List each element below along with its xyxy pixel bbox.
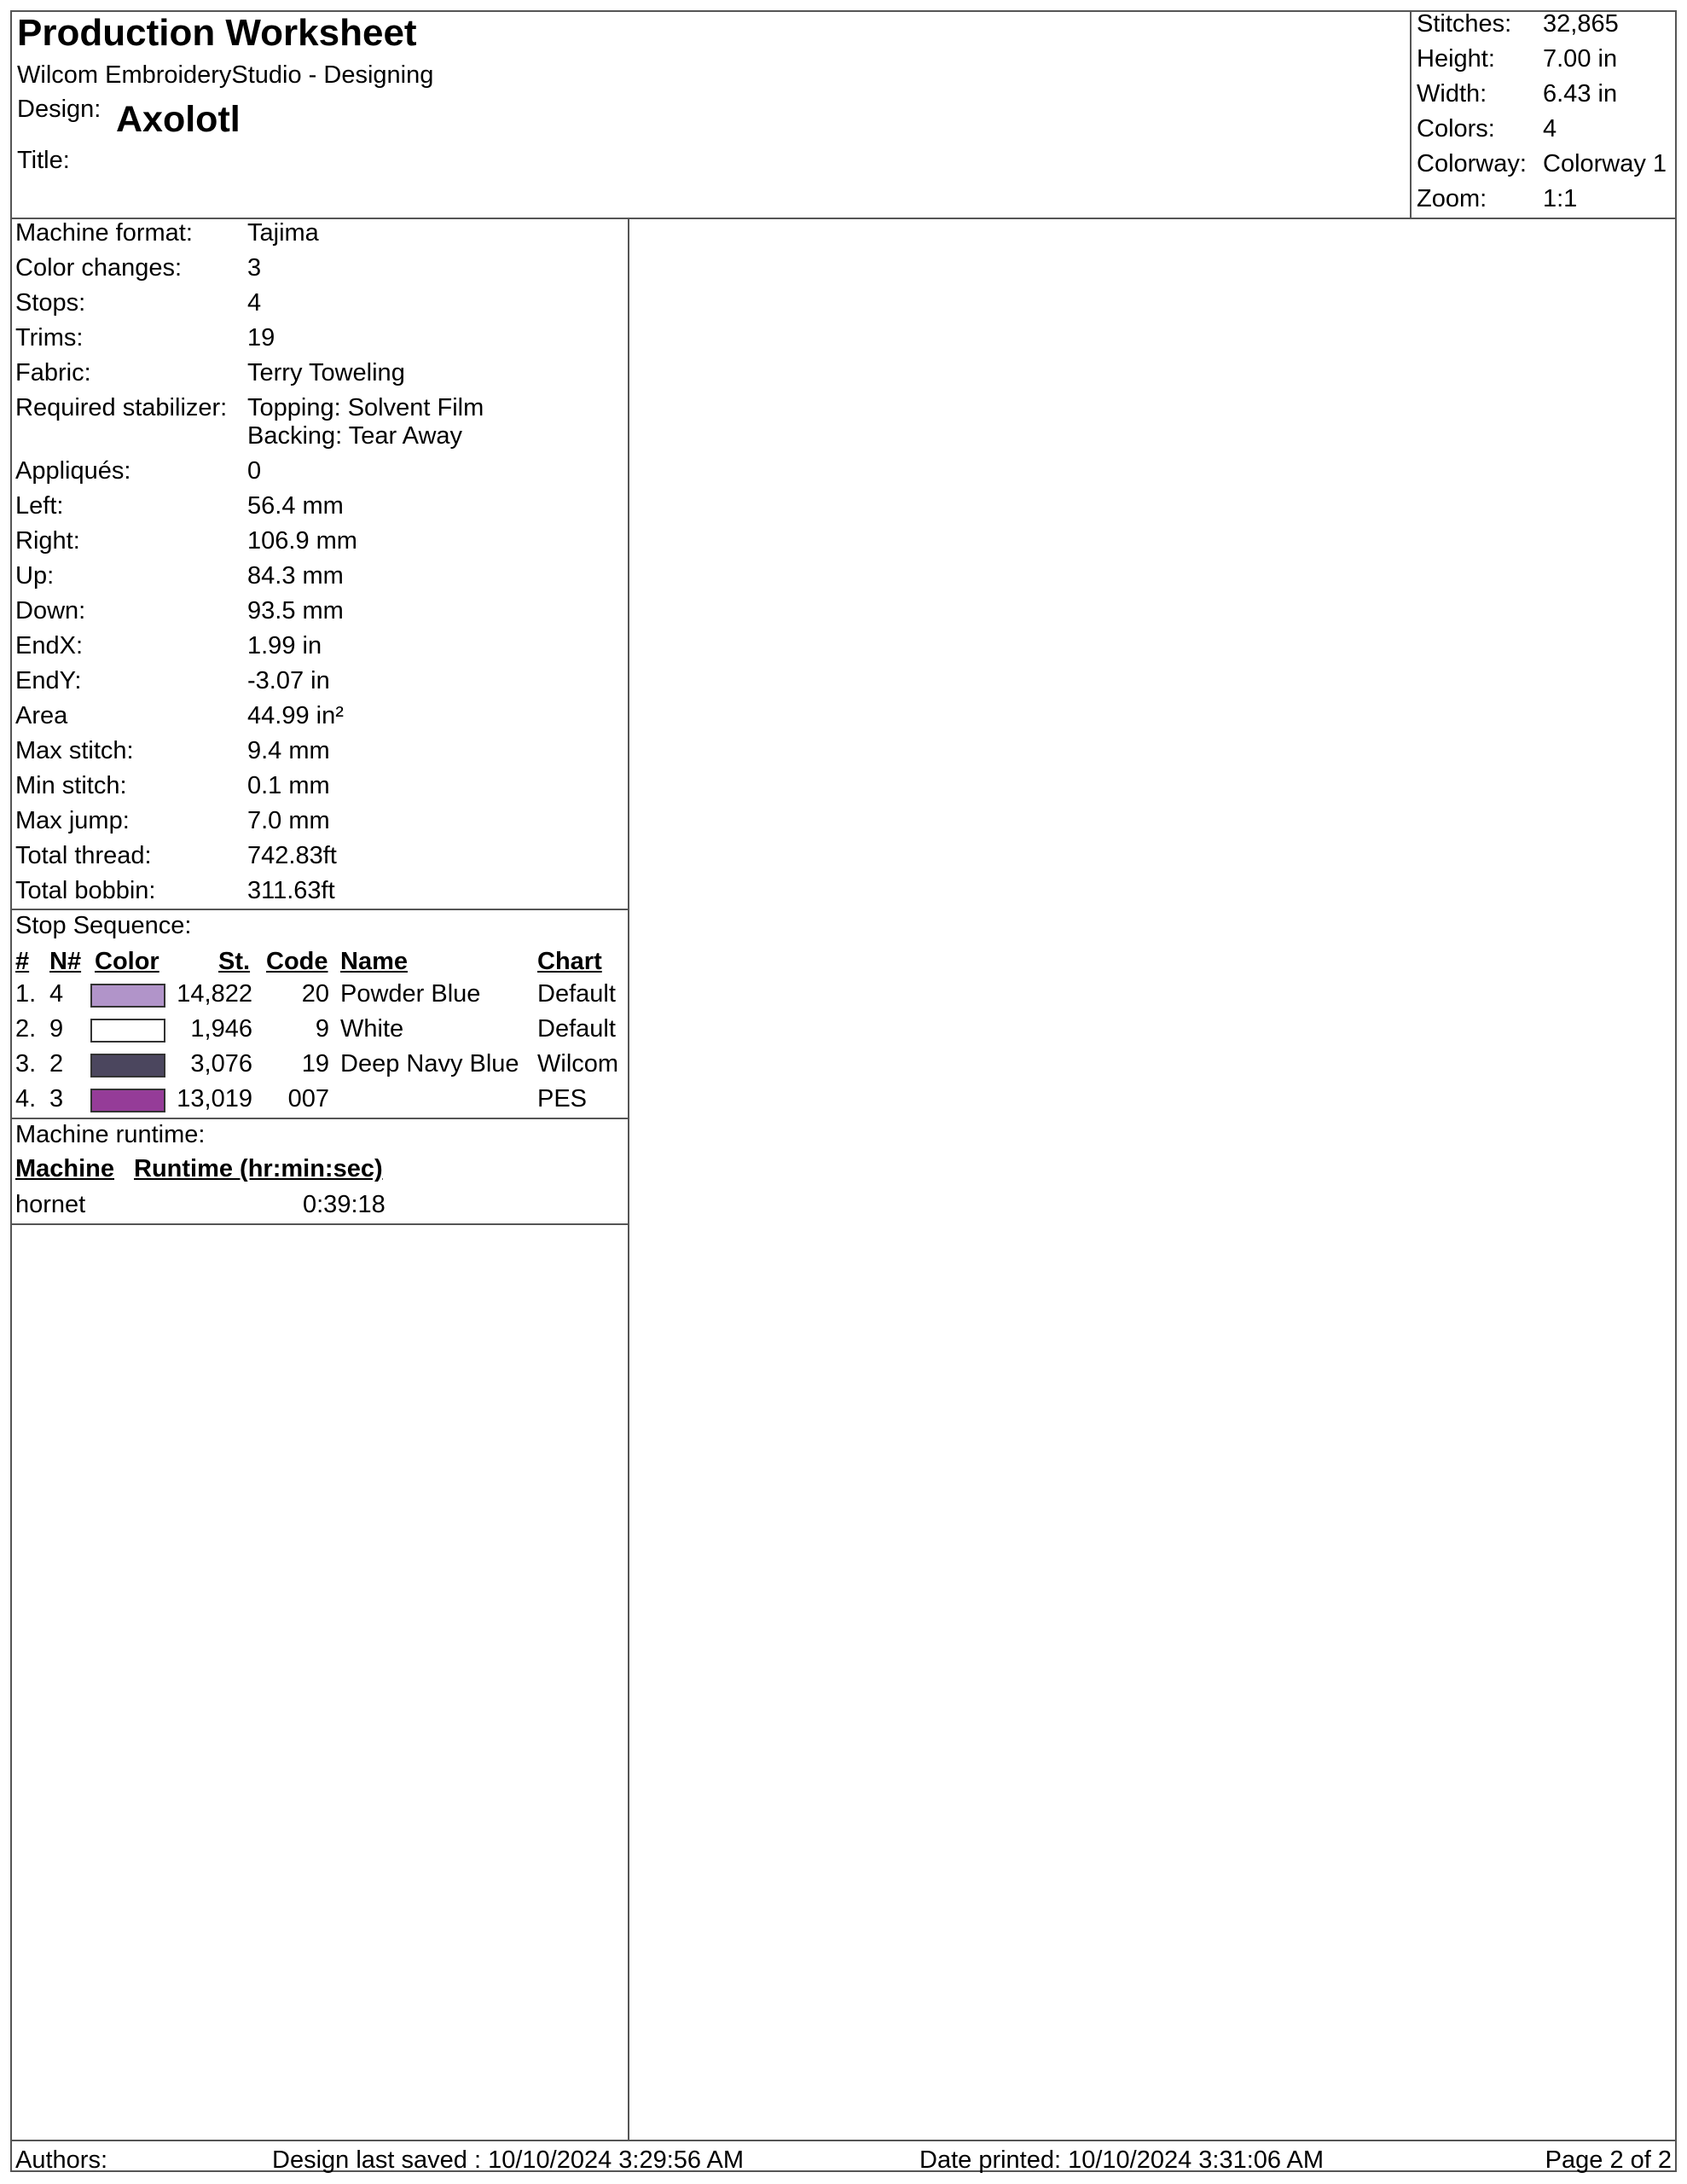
property-value: 0.1 mm — [247, 772, 330, 799]
software-name: Wilcom EmbroideryStudio - Designing — [17, 61, 434, 89]
footer-last-saved: Design last saved : 10/10/2024 3:29:56 AM — [272, 2146, 744, 2174]
thread-name: White — [340, 1015, 404, 1043]
footer-authors: Authors: — [15, 2146, 107, 2174]
property-value: Terry Toweling — [247, 359, 405, 386]
thread-code: 19 — [301, 1050, 329, 1077]
col-header-needle: N# — [49, 948, 82, 975]
property-label: Total thread: — [15, 842, 152, 869]
col-header-chart: Chart — [537, 948, 602, 975]
footer-page-number: Page 2 of 2 — [1545, 2146, 1672, 2174]
property-label: Required stabilizer: — [15, 394, 228, 421]
worksheet-header — [10, 10, 1677, 219]
property-value: 742.83ft — [247, 842, 337, 869]
stop-sequence-title: Stop Sequence: — [15, 912, 192, 939]
stitch-count: 13,019 — [177, 1085, 252, 1112]
property-label: Right: — [15, 527, 80, 555]
property-label: Max stitch: — [15, 737, 134, 764]
property-value: 19 — [247, 324, 275, 351]
property-label: Up: — [15, 562, 55, 590]
property-label: Color changes: — [15, 254, 183, 282]
property-value: 93.5 mm — [247, 597, 344, 624]
needle-number: 2 — [49, 1050, 64, 1077]
property-value: Topping: Solvent Film — [247, 394, 484, 421]
stop-number: 1. — [15, 980, 37, 1008]
stop-number: 2. — [15, 1015, 37, 1043]
col-header-stitches: St. — [218, 948, 251, 975]
property-label: Max jump: — [15, 807, 130, 834]
property-value: 9.4 mm — [247, 737, 330, 764]
stitch-count: 3,076 — [190, 1050, 252, 1077]
property-value: 3 — [247, 254, 262, 282]
thread-code: 20 — [301, 980, 329, 1008]
design-name: Axolotl — [116, 99, 241, 140]
header-summary: Stitches: 32,865 Height: 7.00 in Width: 6.43 in Colors: 4 Colorway: Colorway 1 Zoom: 1:1 — [1417, 10, 1667, 212]
machine-runtime — [10, 1119, 628, 1225]
thread-color-swatch — [90, 984, 165, 1008]
property-value: 84.3 mm — [247, 562, 344, 590]
property-value: Tajima — [247, 219, 319, 247]
col-header-color: Color — [95, 948, 159, 975]
property-label: Area — [15, 702, 68, 729]
thread-chart: PES — [537, 1085, 588, 1112]
property-value: 1.99 in — [247, 632, 322, 659]
thread-chart: Default — [537, 1015, 616, 1043]
property-label: Fabric: — [15, 359, 91, 386]
design-label: Design: — [17, 96, 101, 123]
property-label: Total bobbin: — [15, 877, 156, 904]
stitch-count: 1,946 — [190, 1015, 252, 1043]
thread-name: Deep Navy Blue — [340, 1050, 519, 1077]
thread-name: Powder Blue — [340, 980, 481, 1008]
col-header-num: # — [15, 948, 30, 975]
property-label: Down: — [15, 597, 86, 624]
col-header-machine: Machine — [15, 1155, 115, 1182]
design-properties — [10, 219, 628, 910]
property-label: Left: — [15, 492, 64, 520]
thread-chart: Default — [537, 980, 616, 1008]
title-label: Title: — [17, 147, 70, 174]
needle-number: 3 — [49, 1085, 64, 1112]
property-value: 7.0 mm — [247, 807, 330, 834]
stop-number: 3. — [15, 1050, 37, 1077]
thread-code: 007 — [287, 1085, 329, 1112]
header-info — [10, 10, 1412, 218]
details-column — [10, 219, 629, 2140]
property-value-secondary: Backing: Tear Away — [247, 422, 463, 450]
thread-color-swatch — [90, 1089, 165, 1112]
property-value: 106.9 mm — [247, 527, 357, 555]
col-header-code: Code — [266, 948, 328, 975]
page-title: Production Worksheet — [17, 12, 417, 54]
thread-color-swatch — [90, 1054, 165, 1077]
property-value: 311.63ft — [247, 877, 335, 904]
stop-sequence — [10, 910, 628, 1119]
property-label: Min stitch: — [15, 772, 127, 799]
stop-number: 4. — [15, 1085, 37, 1112]
property-label: Appliqués: — [15, 457, 131, 485]
runtime-title: Machine runtime: — [15, 1121, 206, 1148]
property-label: EndY: — [15, 667, 82, 694]
thread-chart: Wilcom — [537, 1050, 619, 1077]
property-label: EndX: — [15, 632, 83, 659]
col-header-runtime: Runtime (hr:min:sec) — [134, 1155, 383, 1182]
property-label: Machine format: — [15, 219, 193, 247]
property-value: 0 — [247, 457, 262, 485]
worksheet-footer — [10, 2140, 1677, 2181]
footer-date-printed: Date printed: 10/10/2024 3:31:06 AM — [919, 2146, 1325, 2174]
col-header-name: Name — [340, 948, 408, 975]
property-value: 44.99 in² — [247, 702, 344, 729]
runtime-machine: hornet — [15, 1191, 86, 1218]
thread-color-swatch — [90, 1019, 165, 1043]
property-label: Trims: — [15, 324, 84, 351]
runtime-value: 0:39:18 — [303, 1191, 386, 1218]
needle-number: 9 — [49, 1015, 64, 1043]
property-value: -3.07 in — [247, 667, 330, 694]
thread-code: 9 — [315, 1015, 329, 1043]
needle-number: 4 — [49, 980, 64, 1008]
property-label: Stops: — [15, 289, 86, 317]
property-value: 4 — [247, 289, 262, 317]
property-value: 56.4 mm — [247, 492, 344, 520]
stitch-count: 14,822 — [177, 980, 252, 1008]
